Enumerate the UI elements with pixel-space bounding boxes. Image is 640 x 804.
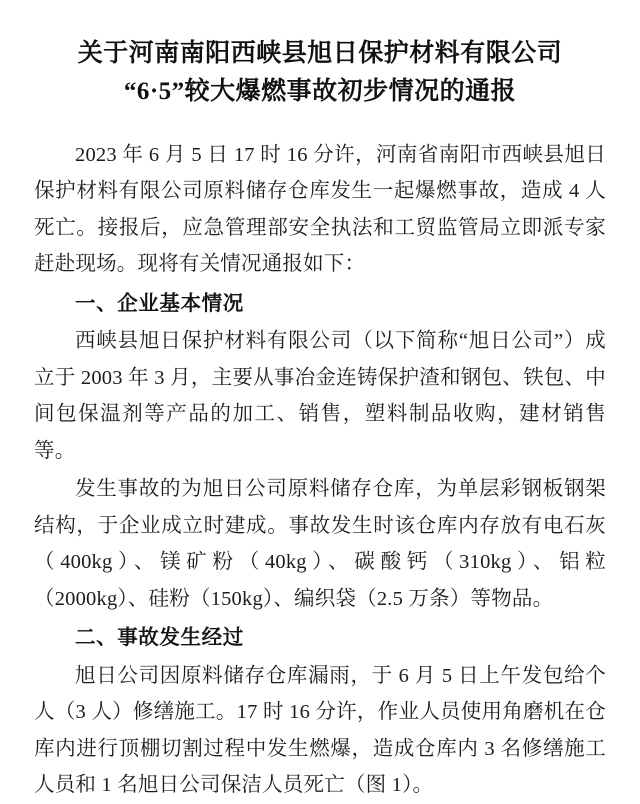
page-title-line-1: 关于河南南阳西峡县旭日保护材料有限公司 xyxy=(77,40,563,67)
page-title-line-2: “6·5”较大爆燃事故初步情况的通报 xyxy=(123,77,517,105)
paragraph-intro: 2023 年 6 月 5 日 17 时 16 分许，河南省南阳市西峡县旭日保护材料有限公司原料储存仓库发生一起爆燃事故，造成 4 人死亡。接报后，应急管理部安全执法和工贸监管局立即派专家赶赴现场。现将有关情况通报如下： xyxy=(34,144,606,276)
paragraph-company-overview: 西峡县旭日保护材料有限公司（以下简称“旭日公司”）成立于 2003 年 3 月，主要从事冶金连铸保护渣和钢包、铁包、中间包保温剂等产品的加工、销售，塑料制品收购，建材销售等。 xyxy=(34,330,606,462)
page-title xyxy=(34,36,606,109)
document-body xyxy=(34,137,606,804)
paragraph-warehouse-materials: 发生事故的为旭日公司原料储存仓库，为单层彩钢板钢架结构，于企业成立时建成。事故发生时该仓库内存放有电石灰（400kg）、镁矿粉（40kg）、碳酸钙（310kg）、铝粒（2000kg）、硅粉（150kg）、编织袋（2.5 万条）等物品。 xyxy=(34,478,606,610)
section-heading-2: 二、事故发生经过 xyxy=(75,627,244,650)
section-heading-1: 一、企业基本情况 xyxy=(75,292,244,315)
paragraph-accident-course: 旭日公司因原料储存仓库漏雨，于 6 月 5 日上午发包给个人（3 人）修缮施工。17 时 16 分许，作业人员使用角磨机在仓库内进行顶棚切割过程中发生燃爆，造成仓库内 3 名修缮施工人员和 1 名旭日公司保洁人员死亡（图 1）。 xyxy=(34,664,606,797)
